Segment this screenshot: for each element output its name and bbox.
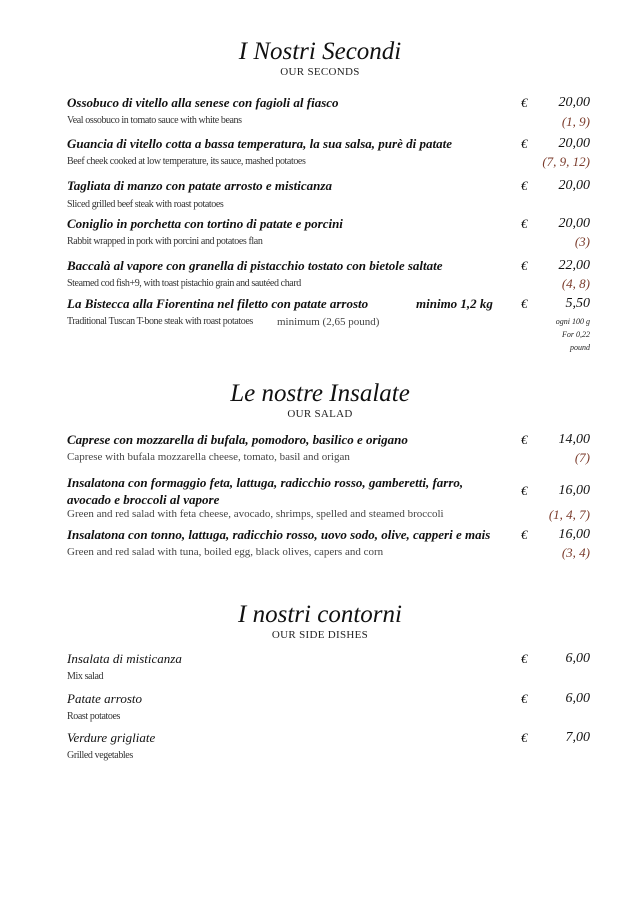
currency-symbol: € [521, 730, 528, 745]
item-allergens: (7, 9, 12) [542, 154, 590, 169]
item-name: Insalatona con formaggio feta, lattuga, radicchio rosso, gamberetti, farro, avocado e broccoli al vapore [67, 475, 464, 507]
item-description: Roast potatoes [67, 711, 121, 722]
currency-symbol: € [521, 527, 528, 542]
item-name: Insalatona con tonno, lattuga, radicchio rosso, uovo sodo, olive, capperi e mais [67, 527, 491, 542]
item-description: Steamed cod fish+9, with toast pistachio grain and sautéed chard [67, 278, 301, 289]
section-contorni [0, 601, 640, 641]
item-name: Insalata di misticanza [67, 651, 182, 666]
item-allergens: (4, 8) [561, 276, 590, 291]
price-unit-line: pound [570, 343, 590, 352]
item-weight-note: minimo 1,2 kg [416, 296, 493, 311]
item-description: Rabbit wrapped in pork with porcini and potatoes flan [67, 236, 263, 247]
item-description: Traditional Tuscan T-bone steak with roast potatoes [67, 316, 253, 327]
item-description: Sliced grilled beef steak with roast potatoes [67, 199, 224, 210]
section-title: Le nostre Insalate [230, 380, 410, 407]
currency-symbol: € [521, 483, 528, 498]
item-name: Baccalà al vapore con granella di pistacchio tostato con bietole saltate [67, 258, 443, 273]
item-name: Patate arrosto [67, 691, 142, 706]
currency-symbol: € [521, 178, 528, 193]
item-description: Grilled vegetables [67, 750, 133, 761]
section-subtitle: OUR SALAD [287, 408, 353, 420]
item-name: Verdure grigliate [67, 730, 156, 745]
item-allergens: (3, 4) [561, 545, 590, 560]
section-title: I Nostri Secondi [238, 38, 402, 65]
currency-symbol: € [521, 651, 528, 666]
currency-symbol: € [521, 691, 528, 706]
currency-symbol: € [521, 432, 528, 447]
item-price: 20,00 [558, 178, 590, 193]
item-name: La Bistecca alla Fiorentina nel filetto con patate arrosto [67, 296, 369, 311]
currency-symbol: € [521, 136, 528, 151]
currency-symbol: € [521, 296, 528, 311]
price-unit-line: For 0,22 [562, 330, 590, 339]
item-price: 16,00 [558, 527, 590, 542]
currency-symbol: € [521, 258, 528, 273]
item-description: Green and red salad with feta cheese, avocado, shrimps, spelled and steamed broccoli [67, 508, 444, 520]
item-price: 20,00 [558, 95, 590, 110]
item-name: Coniglio in porchetta con tortino di patate e porcini [67, 216, 343, 231]
item-price: 6,00 [565, 691, 590, 706]
item-price: 20,00 [558, 136, 590, 151]
item-price: 5,50 [565, 296, 590, 311]
price-unit-line: ogni 100 g [555, 317, 590, 326]
item-description: Veal ossobuco in tomato sauce with white beans [67, 115, 242, 126]
section-insalate [0, 380, 640, 420]
item-name: Tagliata di manzo con patate arrosto e misticanza [67, 178, 332, 193]
item-allergens: (1, 9) [561, 114, 590, 129]
item-description: Caprese with bufala mozzarella cheese, tomato, basil and origan [67, 451, 350, 463]
section-subtitle: OUR SECONDS [280, 66, 360, 78]
currency-symbol: € [521, 95, 528, 110]
item-allergens: (7) [574, 450, 590, 465]
item-description: Beef cheek cooked at low temperature, its sauce, mashed potatoes [67, 156, 306, 167]
item-price: 16,00 [558, 483, 590, 498]
item-price: 22,00 [558, 258, 590, 273]
item-price: 20,00 [558, 216, 590, 231]
item-name: Ossobuco di vitello alla senese con fagioli al fiasco [67, 95, 339, 110]
item-allergens: (3) [574, 234, 590, 249]
item-price: 7,00 [565, 730, 590, 745]
item-description: Green and red salad with tuna, boiled egg, black olives, capers and corn [67, 546, 384, 558]
item-weight-note-en: minimum (2,65 pound) [277, 316, 380, 328]
item-allergens: (1, 4, 7) [548, 507, 590, 522]
item-name: Guancia di vitello cotta a bassa temperatura, la sua salsa, purè di patate [67, 136, 452, 151]
item-description: Mix salad [67, 671, 104, 682]
section-secondi [0, 38, 640, 78]
section-subtitle: OUR SIDE DISHES [271, 629, 369, 641]
item-price: 14,00 [558, 432, 590, 447]
item-price: 6,00 [565, 651, 590, 666]
section-title: I nostri contorni [238, 601, 402, 628]
currency-symbol: € [521, 216, 528, 231]
item-name: Caprese con mozzarella di bufala, pomodoro, basilico e origano [67, 432, 408, 447]
